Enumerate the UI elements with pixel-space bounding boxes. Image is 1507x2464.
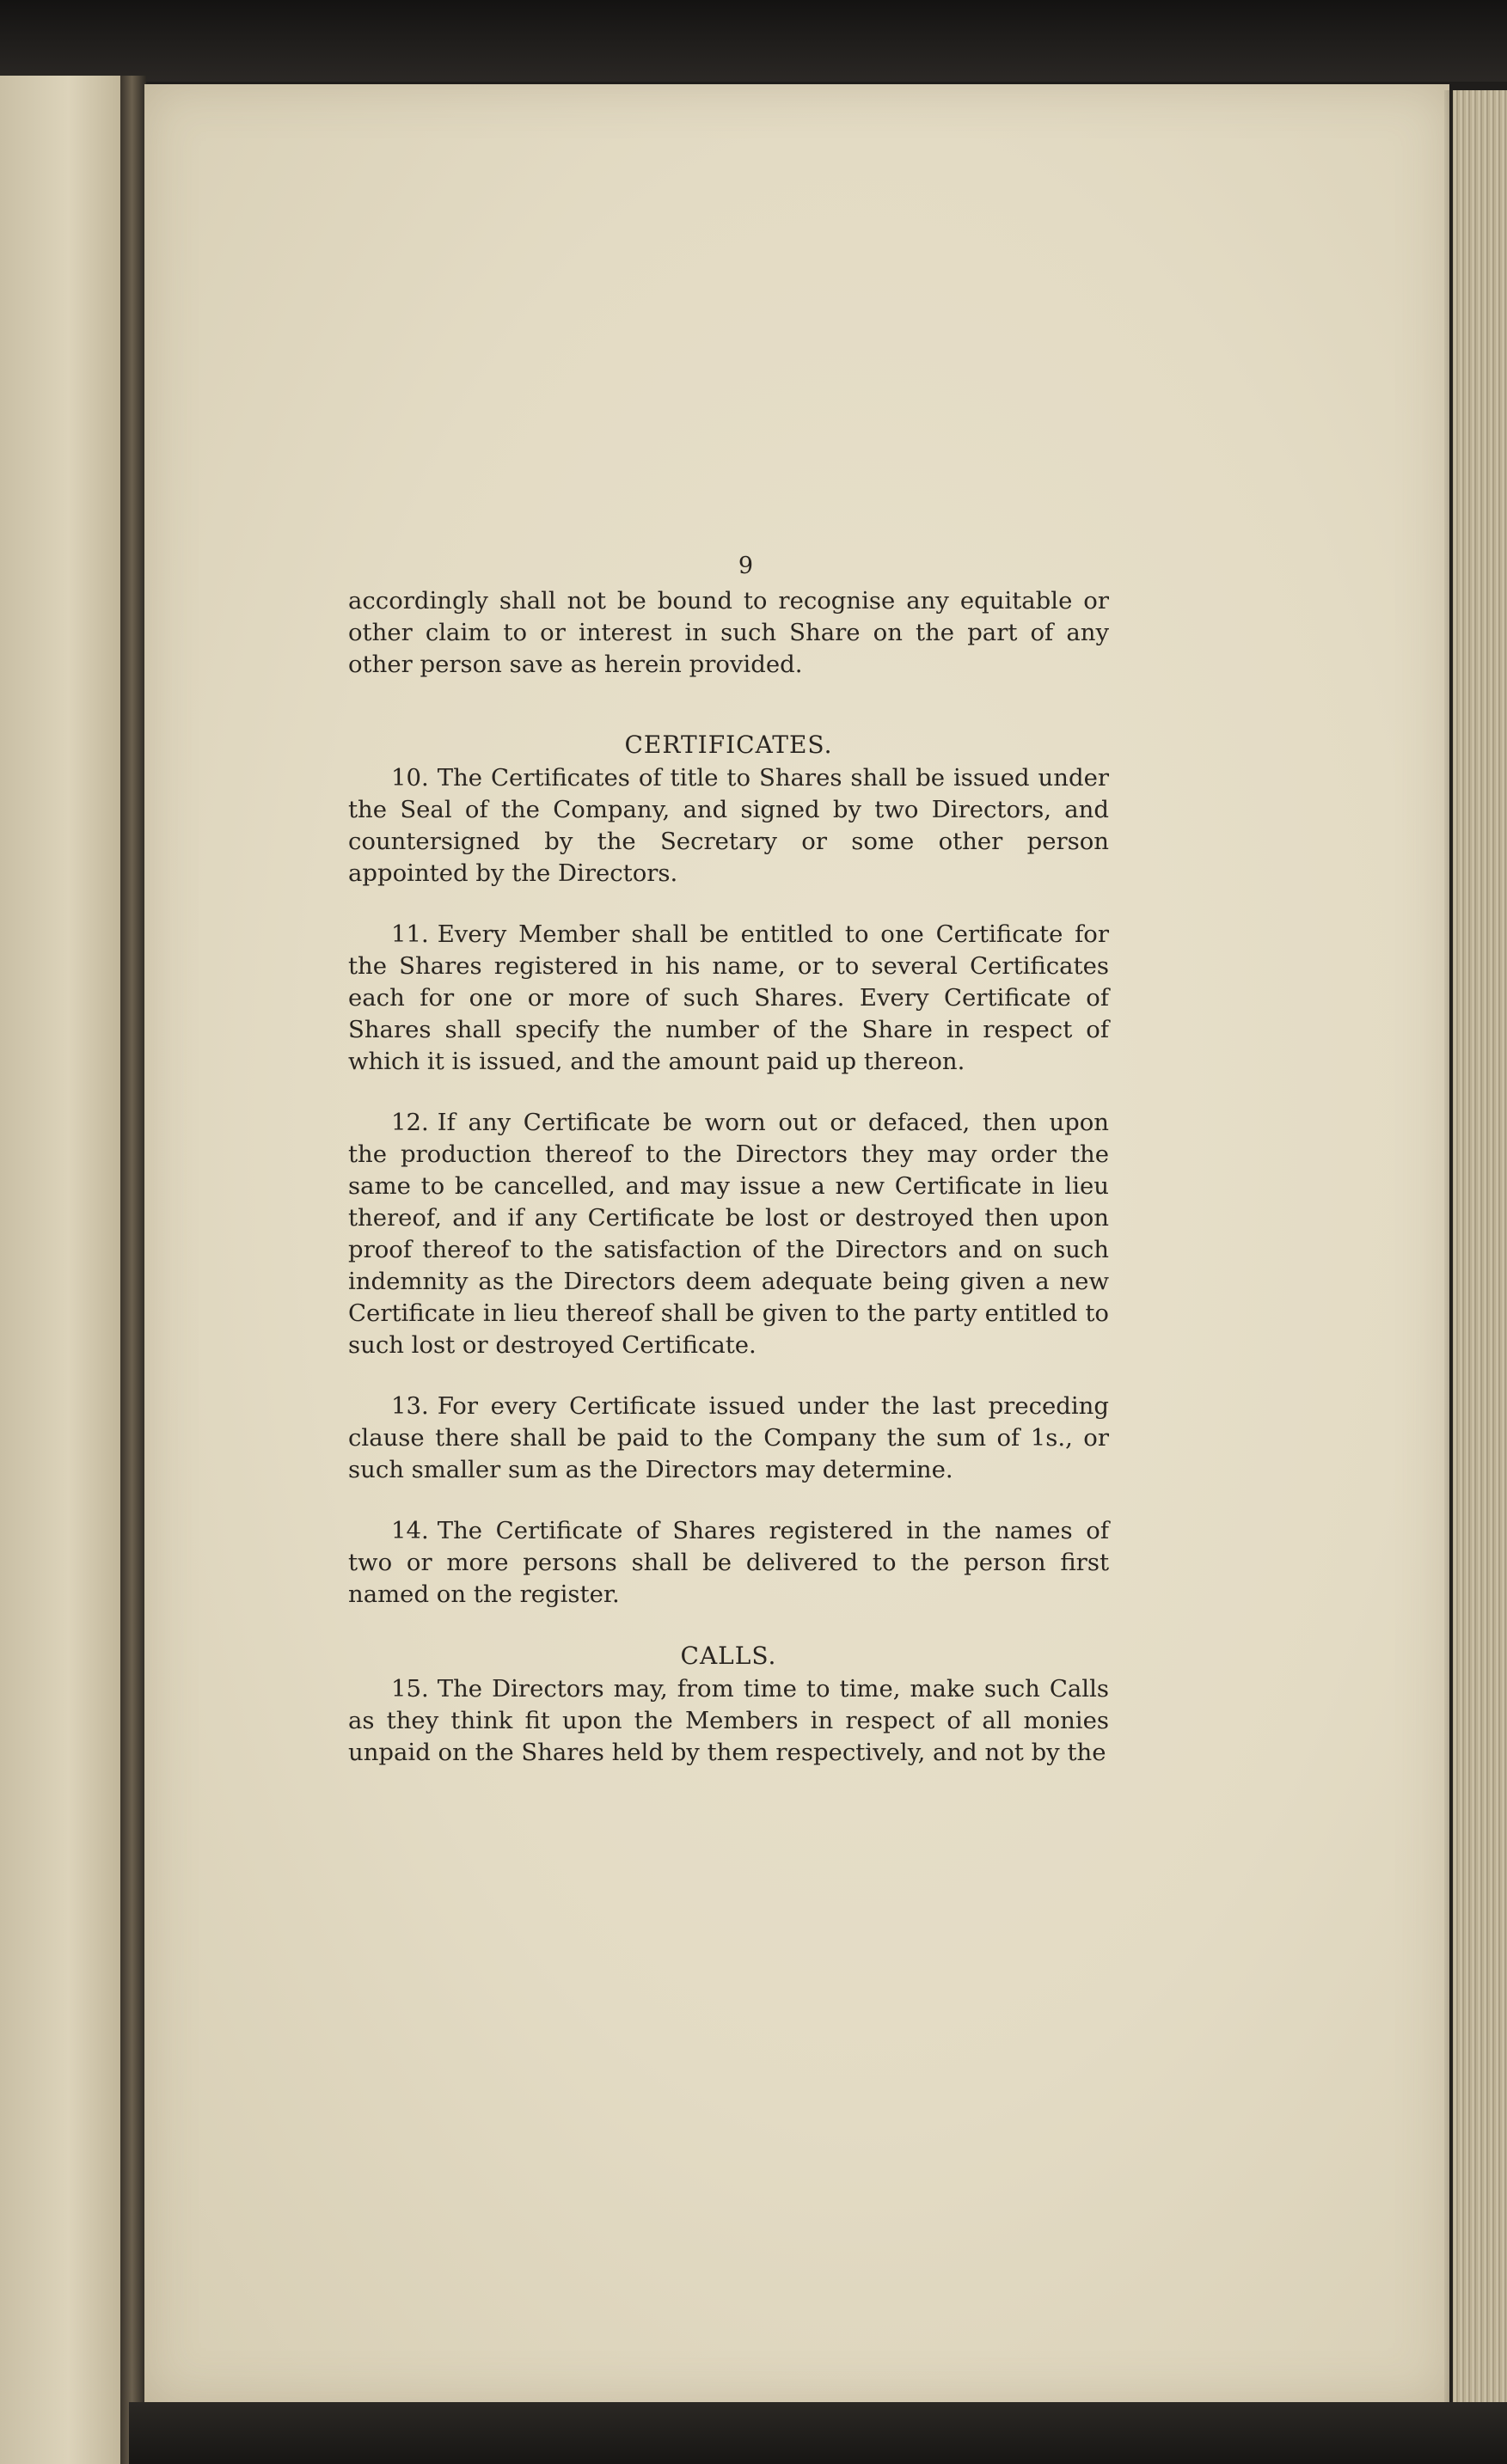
clause-text: The Directors may, from time to time, make such Calls as they think fit upon the Members in respect of all monies unpaid on the Shares held by them respectively, and not by the [348, 1675, 1109, 1766]
clause-text: Every Member shall be entitled to one Certificate for the Shares registered in his name, or to several Certificates each for one or more of such Shares. Every Certificate of Shares shall specify the number of the Share in respect of which it is issued, and the amount paid up thereon. [348, 920, 1109, 1075]
section-heading-certificates: CERTIFICATES. [624, 731, 833, 759]
clause-11 [348, 919, 1109, 1078]
book-gutter [120, 76, 146, 2464]
clause-number: 15. [391, 1675, 429, 1703]
page-number: 9 [738, 553, 754, 579]
clause-text: If any Certificate be worn out or defaced, then upon the production thereof to the Directors they may order the same to be cancelled, and may issue a new Certificate in lieu thereof, and if any Certificate be lost or destroyed then upon proof thereof to the satisfaction of the Directors and on such indemnity as the Directors deem adequate being given a new Certificate in lieu thereof shall be given to the party entitled to such lost or destroyed Certificate. [348, 1109, 1109, 1359]
clause-13 [348, 1391, 1109, 1486]
clause-text: The Certificates of title to Shares shall be issued under the Seal of the Company, and signed by two Directors, and countersigned by the Secretary or some other person appointed by the Directors. [348, 764, 1109, 887]
stacked-page-edges [1453, 90, 1507, 2402]
section-heading-calls: CALLS. [680, 1642, 777, 1670]
clause-text: For every Certificate issued under the last preceding clause there shall be paid to the Company the sum of 1s., or such smaller sum as the Directors may determine. [348, 1392, 1109, 1483]
intro-paragraph: accordingly shall not be bound to recognise any equitable or other claim to or interest in such Share on the part of any other person save as herein provided. [348, 587, 1109, 678]
spacer [348, 890, 1109, 919]
clause-15 [348, 1673, 1109, 1769]
facing-page-edge [0, 76, 125, 2464]
spacer [348, 1486, 1109, 1515]
clause-number: 11. [391, 920, 429, 948]
spacer [348, 681, 1109, 729]
book-binding-top [0, 0, 1507, 82]
book-binding-bottom [129, 2402, 1507, 2464]
page-text [348, 550, 1109, 1769]
clause-number: 14. [391, 1517, 429, 1544]
clause-12 [348, 1107, 1109, 1361]
clause-number: 10. [391, 764, 429, 792]
clause-10 [348, 762, 1109, 890]
clause-text: The Certificate of Shares registered in the names of two or more persons shall be delivered to the person first named on the register. [348, 1517, 1109, 1608]
clause-number: 12. [391, 1109, 429, 1136]
clause-14 [348, 1515, 1109, 1611]
clause-number: 13. [391, 1392, 429, 1420]
spacer [348, 1361, 1109, 1391]
spacer [348, 1611, 1109, 1640]
spacer [348, 1078, 1109, 1107]
